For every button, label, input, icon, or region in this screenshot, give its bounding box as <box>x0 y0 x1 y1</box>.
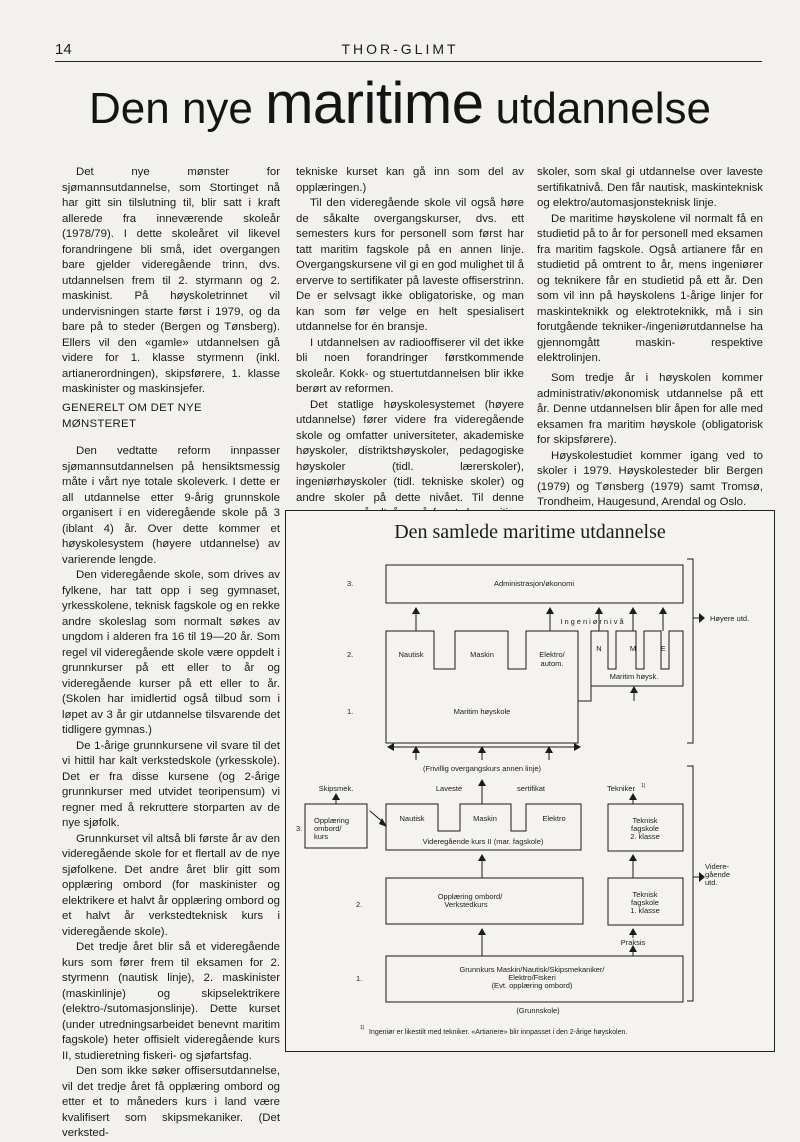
nautisk-label: Nautisk <box>399 814 425 823</box>
title-main: maritime <box>265 71 484 136</box>
column-3-lower <box>537 371 763 511</box>
teknisk-fagskole-label: fagskole <box>631 824 659 833</box>
m-letter: M <box>629 644 637 653</box>
intro-paragraph: Det nye mønster for sjømannsutdannelse, som Stortinget nå har gitt sin tilslutning til, blir satt i kraft allerede fra inneværende skoleår (1978/79). I dette skoleåret vil likevel forandringene bli små, idet overgangen bare gjelder videregående trinn, dvs. utdannelsen frem til 2. styrmann og 2. maskinist. På høyskoletrinnet vil undervisningen starte først i 1979, og da bare på to steder (Bergen og Tønsberg). Ellers vil den «gamle» utdannelsen gå videre for 1. klasse styrmenn (inkl. artianerordningen), skipsførere, 1. klasse maskinister og maskinsjefer. <box>62 166 280 395</box>
secondary-education-label: gående <box>705 870 731 879</box>
page-number: 14 <box>55 41 72 58</box>
paragraph: Det statlige høyskolesystemet (høyere utdannelse) fører videre fra videregående skole og omfatter universiteter, akademiske høyskoler, distriktshøyskoler, pedagogiske høyskoler (tidl. lærerskoler), ingeniørhøyskoler (tidl. tekniske skoler) og andre skoler på dette nivået. Til denne <box>296 398 524 504</box>
sertifikat-label: sertifikat <box>517 784 545 793</box>
overgangskurs-label: (Frivillig overgangskurs annen linje) <box>423 764 541 773</box>
tekniker-label: Tekniker <box>607 784 635 793</box>
opplaering-label: ombord/ <box>314 824 342 833</box>
opplaering-label: Opplæring <box>314 816 350 825</box>
paragraph: Høyskolestudiet kommer igang ved to skoler i 1979. Høyskolesteder blir Bergen (1979) og Tønsberg (1979) samt Tromsø, Trondheim, Haugesund, Arendal og Oslo. <box>537 449 763 508</box>
grunnkurs-label: Grunnkurs Maskin/Nautisk/Skipsmekaniker/ <box>459 965 605 974</box>
nautisk-label: Nautisk <box>398 650 424 659</box>
opplaering-verksted-label: Verkstedkurs <box>444 900 488 909</box>
paragraph: Den videregående skole, som drives av fylkene, har tatt opp i seg gymnaset, yrkesskolene, teknisk fagskole og en rekke andre skoleslag som normalt søkes av ungdom i alderen fra 16 til 19—20 år. Som regel vil videregående skole være oppdelt i grunnkurser på ett eller to år og videregående kurser på ett eller to år. (Skolen har imidlertid også tilbud som i løpet av 3 år gir utdannelse tilsvarende det tidligere gymnas.) <box>62 569 280 736</box>
n-letter: N <box>596 644 602 653</box>
elektro-label: Elektro/ <box>539 650 565 659</box>
paragraph: Den vedtatte reform innpasser sjømannsutdannelsen på hensiktsmessig måte i vårt nye totale skoleverk. I dette er all utdannelse etter 9-årig grunnskole organisert i en videregående skole på 3 (iblant 4) år. Over dette kommer et høyskolesystem (høyere utdannelse) av varierende lengde. <box>62 445 280 566</box>
paragraph: Det tredje året blir så et videregående kurs som fører frem til eksamen for 2. styrmenn (nautisk linje), 2. maskinister (maskinlinje) og skipselektrikere (elektro-/sutomasjonslinje). Dette kurset (under utredningsarbeidet benevnt maritim fagskole) heter offisielt videregående kurs II, studieretning fiskeri- og sjøfartsfag. <box>62 941 280 1062</box>
vk2-label: Videregående kurs II (mar. fagskole) <box>422 837 544 846</box>
footnote: Ingeniør er likestilt med tekniker. «Artianere» blir innpasset i den 2-årige høyskolen. <box>369 1029 628 1036</box>
maritim-hoysk-label: Maritim høysk. <box>609 672 659 681</box>
title-pre: Den nye <box>89 84 266 133</box>
teknisk-fagskole-label: 2. klasse <box>630 832 660 841</box>
teknisk-fagskole-label: fagskole <box>631 898 659 907</box>
level-3-number: 3. <box>347 579 354 588</box>
paragraph: De 1-årige grunnkursene vil svare til det vi hittil har kalt verkstedskole (yrkesskole). Det er fra disse kursene (og 2-årige grunnkurser med utvidet teoripensum) vi regner med å rekruttere storparten av de nye sjøfolk. <box>62 739 280 829</box>
tekniker-footnote-mark: 1) <box>641 783 646 789</box>
title-post: utdannelse <box>483 84 711 133</box>
diagram-title: Den samlede maritime utdannelse <box>394 521 666 543</box>
praksis-label: Praksis <box>620 938 646 947</box>
column-3 <box>537 165 763 367</box>
paragraph: Til den videregående skole vil også høre de såkalte overgangskurser, dvs. ett semesters kurs for personell som først har tatt maritim fagskole på en annen linje. Overgangskursene vil gi en god mulighet til å erverve to sertifikater på laveste offiserstrinn. De er selvsagt ikke obligatoriske, og man kan som før velge en helt spesialisert utdannelse for én bransje. <box>296 197 524 333</box>
paragraph: Den som ikke søker offisersutdannelse, vil det tredje året få opplæring ombord og etter et to måneders kurs i land være kvalifisert som skipsmekaniker. (Det verksted- <box>62 1065 280 1139</box>
level-1-number: 1. <box>356 974 363 983</box>
education-diagram <box>285 510 775 1052</box>
teknisk-fagskole-label: 1. klasse <box>630 906 660 915</box>
grunnskole-label: (Grunnskole) <box>516 1006 560 1015</box>
paragraph: Som tredje år i høyskolen kommer administrativ/økonomisk utdannelse på ett år. Denne utdannelsen blir åpen for alle med eksamen fra maritim høyskole (obligatorisk for skipsførere). <box>537 372 763 446</box>
running-header: THOR-GLIMT <box>341 41 459 57</box>
level-3-number: 3. <box>296 824 303 833</box>
maskin-label: Maskin <box>473 814 497 823</box>
elektro-label: autom. <box>540 659 564 668</box>
column-1 <box>62 165 280 398</box>
section-heading-line1: GENERELT OM DET NYE <box>62 402 202 414</box>
secondary-education-label: Videre- <box>705 862 730 871</box>
higher-level2-outline <box>386 631 683 743</box>
grunnkurs-label: (Evt. opplæring ombord) <box>491 981 573 990</box>
teknisk-fagskole-label: Teknisk <box>632 890 658 899</box>
level-1-number: 1. <box>347 707 354 716</box>
opplaering-verksted-label: Opplæring ombord/ <box>437 892 503 901</box>
secondary-education-label: utd. <box>705 878 718 887</box>
paragraph: I utdannelsen av radiooffiserer vil det ikke bli noen forandringer førstkommende skoleår. Kokk- og stuertutdannelsen blir ikke berørt av reformen. <box>296 336 524 395</box>
laveste-label: Laveste <box>435 784 463 793</box>
article-title <box>0 73 800 140</box>
opplaering-label: kurs <box>314 832 329 841</box>
column-2 <box>296 165 524 537</box>
footnote-mark: 1) <box>360 1025 365 1031</box>
elektro-label: Elektro <box>542 814 566 823</box>
column-1-body <box>62 444 280 1142</box>
grunnkurs-label: Elektro/Fiskeri <box>508 973 556 982</box>
ingenior-niva-label: Ingeniørnivå <box>560 617 626 626</box>
diagram-canvas <box>286 511 774 1051</box>
maskin-label: Maskin <box>470 650 494 659</box>
level-2-number: 2. <box>347 650 354 659</box>
e-letter: E <box>660 644 666 653</box>
skipsmek-label: Skipsmek. <box>318 784 354 793</box>
paragraph: skoler, som skal gi utdannelse over laveste sertifikatnivå. Den får nautisk, maskinteknisk og elektro/automasjonsteknisk linje. <box>537 166 763 209</box>
higher-education-label: Høyere utd. <box>710 614 750 623</box>
maritim-hoyskole-label: Maritim høyskole <box>453 707 511 716</box>
teknisk-fagskole-label: Teknisk <box>632 816 658 825</box>
section-heading-line2: MØNSTERET <box>62 417 137 430</box>
paragraph: De maritime høyskolene vil normalt få en studietid på to år for personell med eksamen fra maritim fagskole. Også artianere får en studietid på omtrent to år, mens ingeniører og teknikere får en studietid på ett år. Den som vil inn på høyskolens 1-årige linjer for maskinteknikk og elektroteknikk, må i sin forutgående tekniker-/ingeniørutdannelse ha gjennomgått maskin- respektive elektrolinjen. <box>537 212 763 364</box>
section-heading <box>62 401 282 432</box>
paragraph: tekniske kurset kan gå inn som del av opplæringen.) <box>296 166 524 194</box>
paragraph: Grunnkurset vil altså bli første år av den videregående skole for et flertall av de nye sjøfolkene. Det andre året blir gitt som opplæring ombord (for maskinister og elektrikere et halvt år opplæring ombord og et halvt år verkstedteknisk kurs i videregående skole). <box>62 832 280 938</box>
admin-label: Administrasjon/økonomi <box>493 579 575 588</box>
header-rule <box>55 61 762 62</box>
level-2-number: 2. <box>356 900 363 909</box>
